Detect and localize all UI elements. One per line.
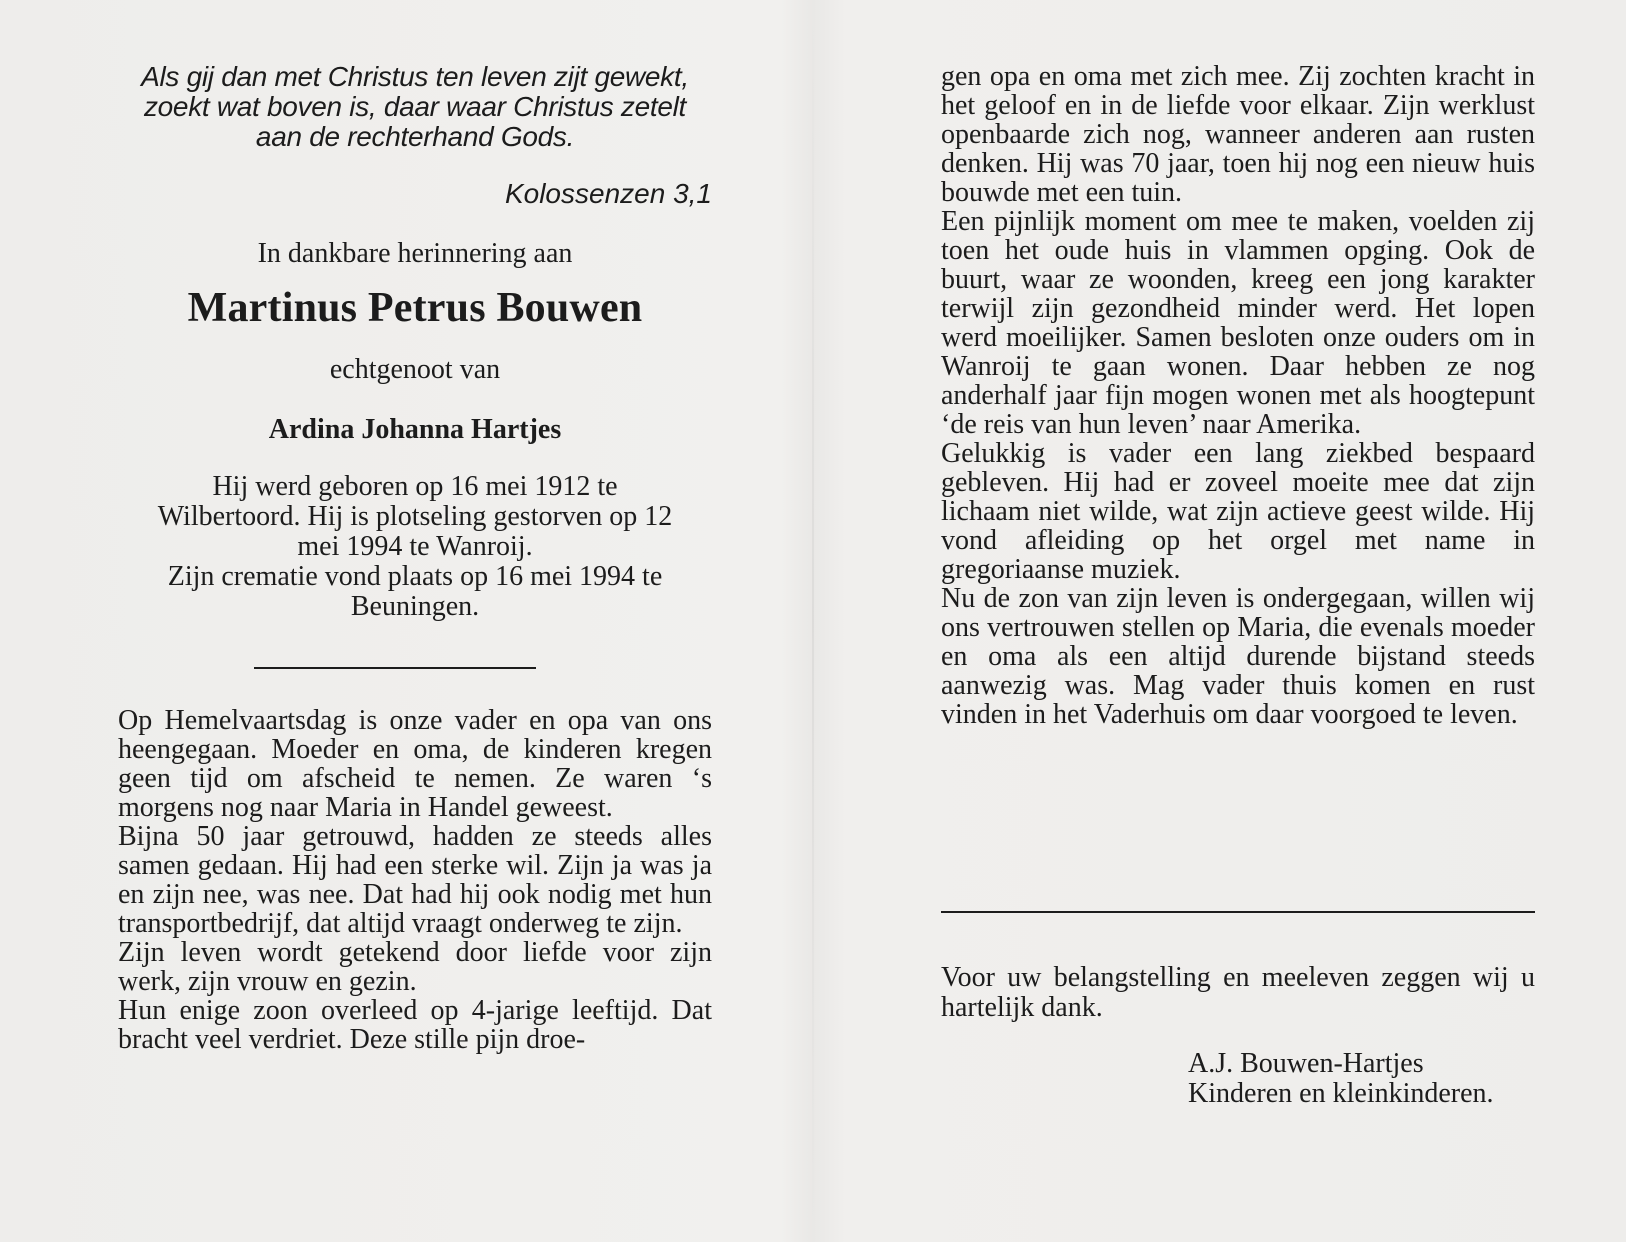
spouse-name: Ardina Johanna Hartjes [268, 414, 562, 445]
spouse-label: echtgenoot van [329, 354, 501, 385]
dates-line: Beuningen. [350, 591, 480, 622]
biography-left [118, 706, 712, 1054]
bible-verse [118, 62, 712, 152]
divider-line [254, 667, 536, 669]
biography-paragraph: Bijna 50 jaar getrouwd, hadden ze steeds alles samen gedaan. Hij had een sterke wil. Zijn ja was ja en zijn nee, was nee. Dat had hij ook nodig met hun transportbedrijf, dat altijd vraagt onderweg te zijn. [118, 821, 712, 939]
biography-paragraph: Gelukkig is vader een lang ziekbed bespaard gebleven. Hij had er zoveel moeite mee dat zijn lichaam niet wilde, wat zijn actieve geest wilde. Hij vond afleiding op het orgel met name in gregoriaanse muziek. [941, 438, 1535, 585]
signature-line: A.J. Bouwen-Hartjes [1188, 1048, 1424, 1079]
verse-line: aan de rechterhand Gods. [255, 121, 575, 152]
dates-line: mei 1994 te Wanroij. [297, 531, 533, 562]
dates-line: Zijn crematie vond plaats op 16 mei 1994 te [167, 561, 663, 592]
card-fold [812, 0, 814, 1242]
biography-paragraph: Een pijnlijk moment om mee te maken, voelden zij toen het oude huis in vlammen opging. Ook de buurt, waar ze woonden, kreeg een jong karakter terwijl zijn gezondheid minder werd. Het lopen werd moeilijker. Samen besloten onze ouders om in Wanroij te gaan wonen. Daar hebben ze nog anderhalf jaar fijn mogen wonen met als hoogtepunt ‘de reis van hun leven’ naar Amerika. [941, 206, 1535, 440]
divider-line [941, 911, 1535, 913]
signature [1188, 1049, 1494, 1109]
verse-line: zoekt wat boven is, daar waar Christus zetelt [143, 91, 687, 122]
dates-line: Hij werd geboren op 16 mei 1912 te [212, 471, 618, 502]
dates-line: Wilbertoord. Hij is plotseling gestorven op 12 [157, 501, 673, 532]
intro-text: In dankbare herinnering aan [257, 238, 573, 269]
deceased-name: Martinus Petrus Bouwen [187, 285, 643, 331]
biography-paragraph: Op Hemelvaartsdag is onze vader en opa van ons heengegaan. Moeder en oma, de kinderen kregen geen tijd om afscheid te nemen. Ze waren ‘s morgens nog naar Maria in Handel geweest. [118, 705, 712, 823]
verse-reference: Kolossenzen 3,1 [504, 178, 712, 209]
verse-line: Als gij dan met Christus ten leven zijt gewekt, [141, 61, 689, 92]
life-dates [118, 472, 712, 622]
thanks-text: Voor uw belangstelling en meeleven zeggen wij u hartelijk dank. [941, 962, 1535, 1023]
biography-paragraph: Nu de zon van zijn leven is ondergegaan, willen wij ons vertrouwen stellen op Maria, die evenals moeder en oma als een altijd durende bijstand steeds aanwezig was. Mag vader thuis komen en rust vinden in het Vaderhuis om daar voorgoed te leven. [941, 583, 1535, 730]
biography-paragraph: gen opa en oma met zich mee. Zij zochten kracht in het geloof en in de liefde voor elkaar. Zijn werklust openbaarde zich nog, wanneer anderen aan rusten denken. Hij was 70 jaar, toen hij nog een nieuw huis bouwde met een tuin. [941, 61, 1535, 208]
biography-paragraph: Hun enige zoon overleed op 4-jarige leeftijd. Dat bracht veel verdriet. Deze stille pijn droe- [118, 995, 712, 1055]
biography-right [941, 62, 1535, 729]
biography-paragraph: Zijn leven wordt getekend door liefde voor zijn werk, zijn vrouw en gezin. [118, 937, 712, 997]
signature-line: Kinderen en kleinkinderen. [1188, 1078, 1494, 1109]
